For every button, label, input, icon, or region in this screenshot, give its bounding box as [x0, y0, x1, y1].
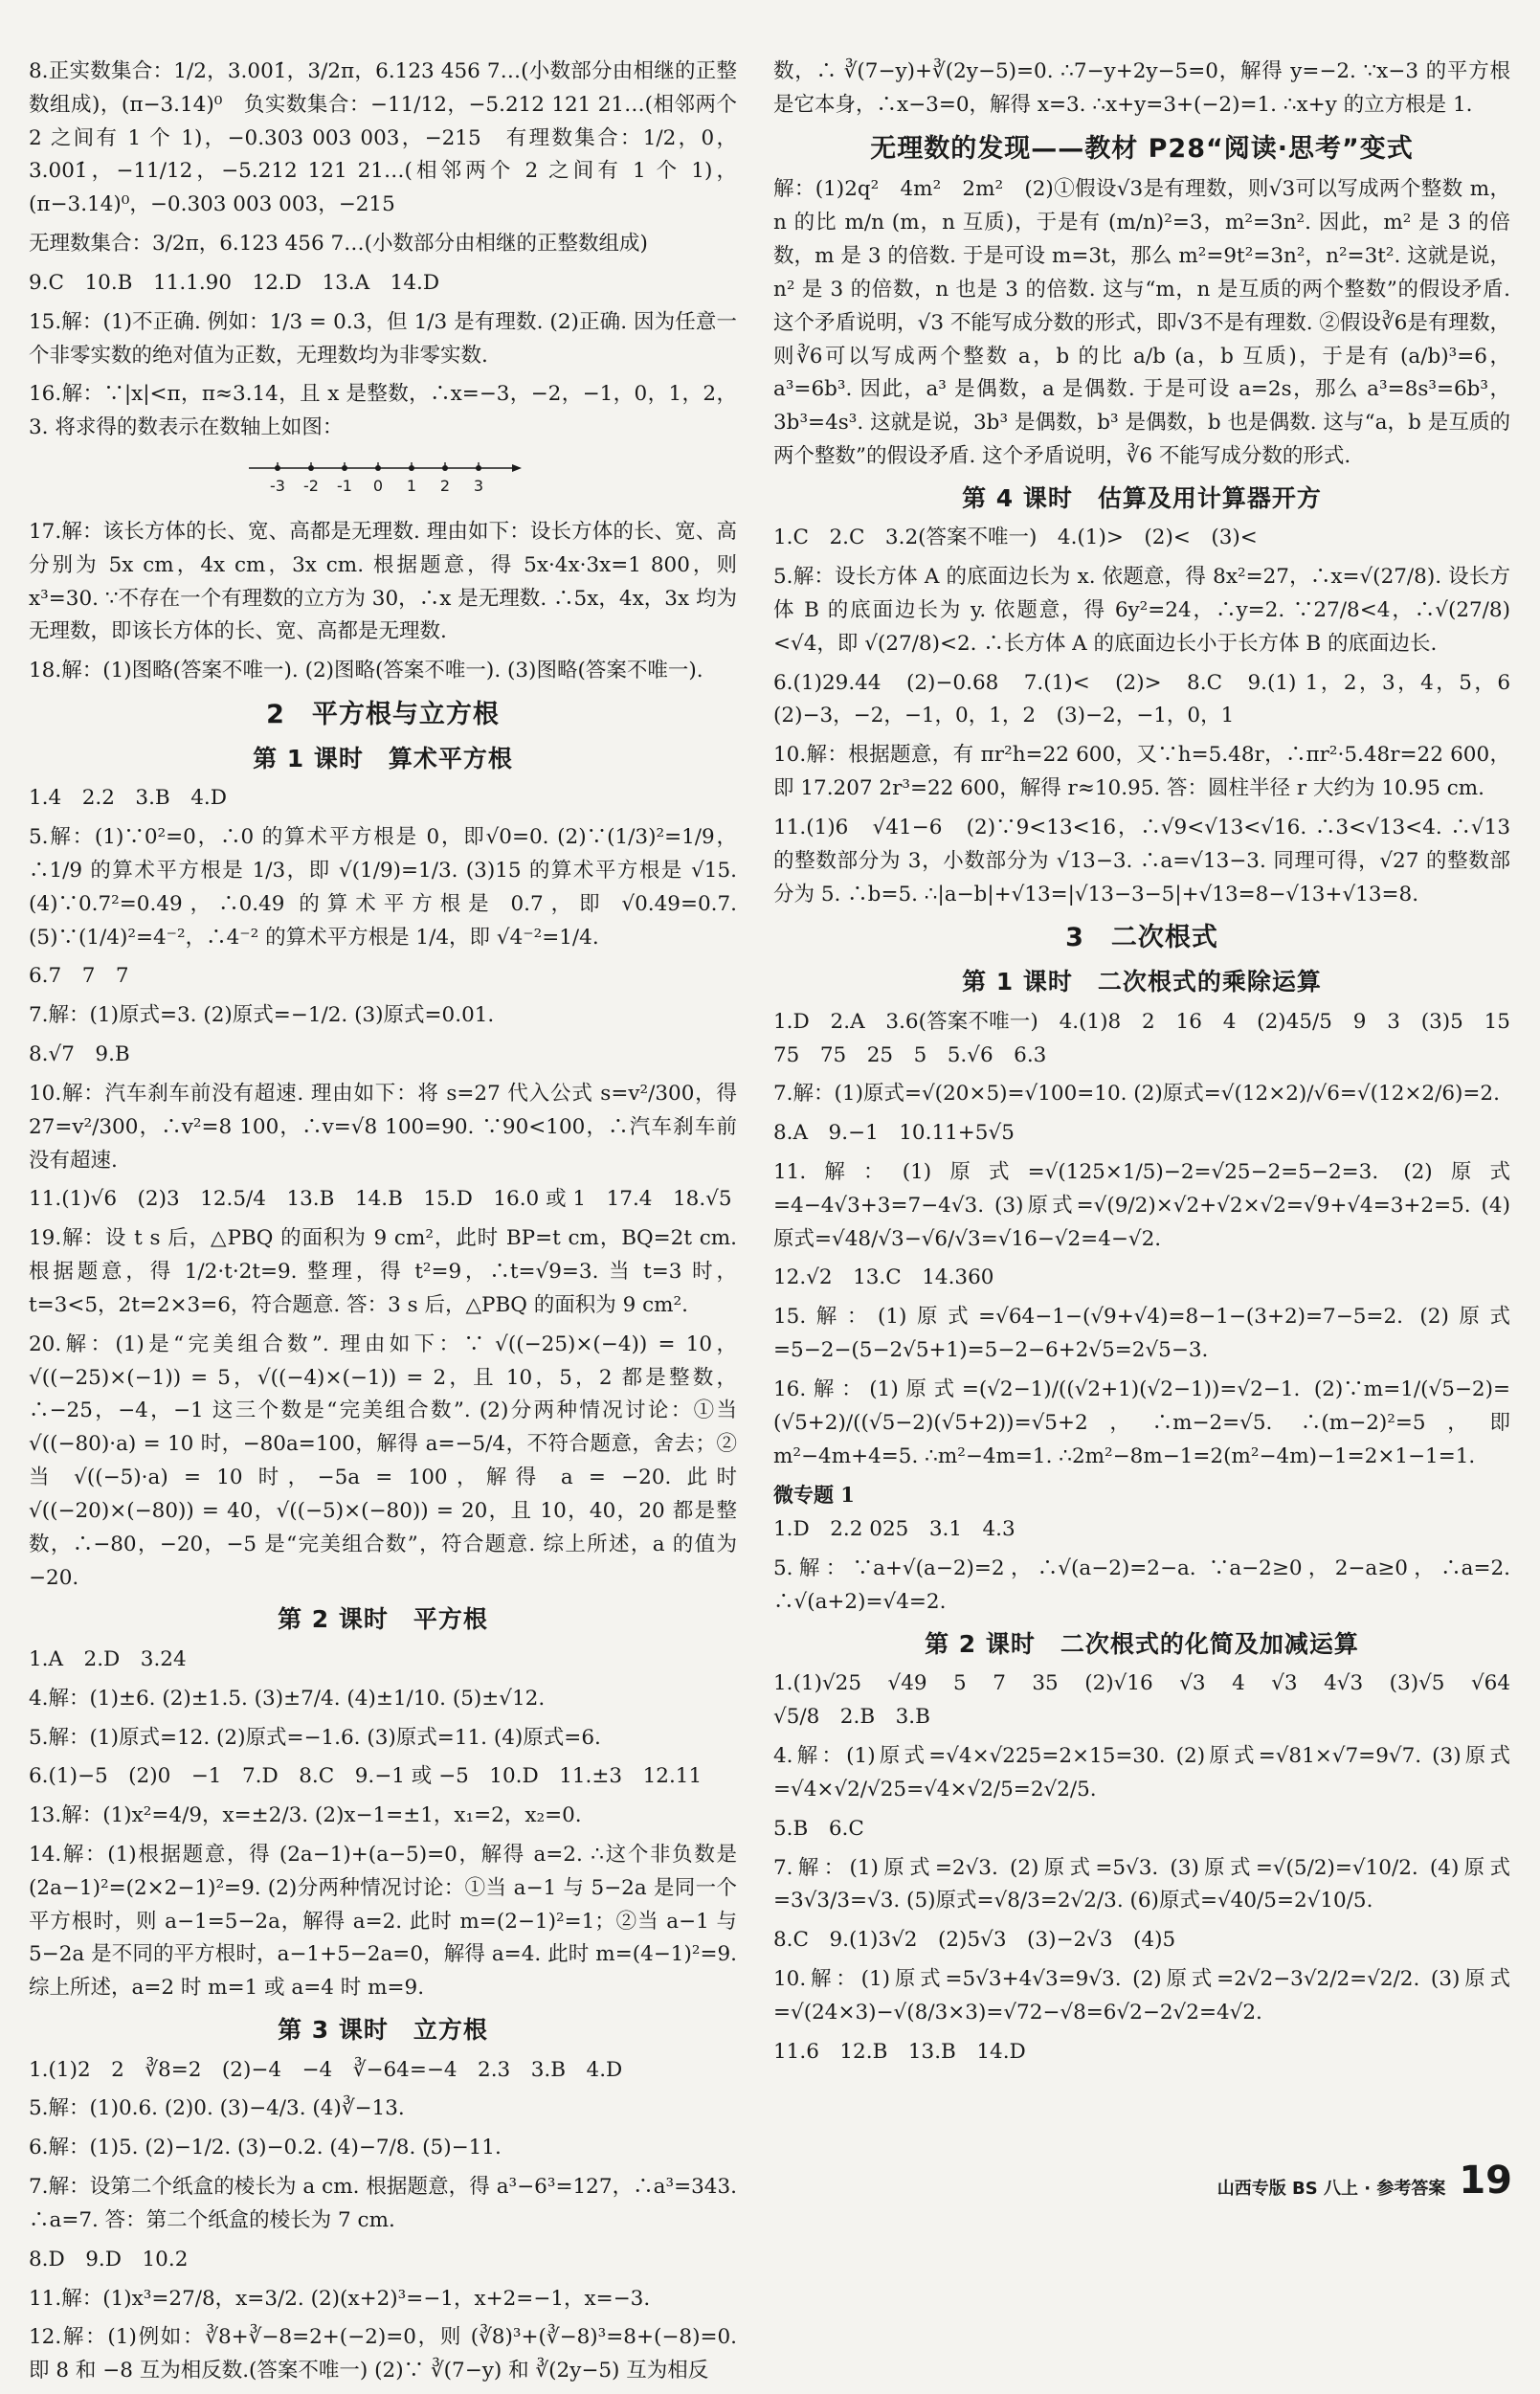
answer-item: 16.解：∵|x|<π，π≈3.14，且 x 是整数，∴x=−3，−2，−1，0，1，2，3. 将求得的数表示在数轴上如图： [29, 382, 737, 440]
answer-item: 8.正实数集合：1/2，3.001̇，3/2π，6.123 456 7…(小数部分由相继的正整数组成)，(π−3.14)⁰ 负实数集合：−11/12，−5.212 121 21…(相邻两个 2 之间有 1 个 1)，−0.303 003 003，−215 有理数集合：1/2，0，3.001̇，−11/12，−5.212 121 21…(相邻两个 2 之间有 1 个 1)，(π−3.14)⁰，−0.303 003 003，−215 [29, 59, 737, 217]
answer-item: 1.D 2.A 3.6(答案不唯一) 4.(1)8 2 16 4 (2)45/5 9 3 (3)5 15 75 75 25 5 5.√6 6.3 [773, 1009, 1531, 1067]
answer-item: 7.解：(1)原式=√(20×5)=√100=10. (2)原式=√(12×2)/√6=√(12×2/6)=2. [773, 1082, 1500, 1107]
page-number: 19 [1459, 2159, 1512, 2203]
answer-item: 1.C 2.C 3.2(答案不唯一) 4.(1)> (2)< (3)< [773, 526, 1258, 550]
footer-text: 山西专版 BS 八上 · 参考答案 [1216, 2179, 1446, 2199]
tick-label: 0 [372, 477, 384, 496]
tick-label: 3 [473, 477, 484, 496]
number-line-arrow [512, 464, 522, 472]
answer-item: 4.解：(1)原式=√4×√225=2×15=30. (2)原式=√81×√7=9√7. (3)原式=√4×√2/√25=√4×√2/5=2√2/5. [773, 1744, 1510, 1801]
page-footer [1187, 2159, 1512, 2203]
lesson-title: 第 1 课时 二次根式的乘除运算 [962, 968, 1322, 996]
answer-item: 11.解：(1)x³=27/8，x=3/2. (2)(x+2)³=−1，x+2=−1，x=−3. [29, 2286, 651, 2311]
section-title: 无理数的发现——教材 P28“阅读·思考”变式 [870, 133, 1414, 164]
answer-item: 8.D 9.D 10.2 [29, 2247, 189, 2271]
answer-item: 8.A 9.−1 10.11+5√5 [773, 1121, 1015, 1146]
answer-item: 5.解：(1)∵0²=0，∴0 的算术平方根是 0，即√0=0. (2)∵(1/3)²=1/9，∴1/9 的算术平方根是 1/3，即 √(1/9)=1/3. (3)15 的算术平方根是 √15. (4)∵0.7²=0.49，∴0.49 的算术平方根是 0.7，即 √0.49=0.7. (5)∵(1/4)²=4⁻²，∴4⁻² 的算术平方根是 1/4，即 √4⁻²=1/4. [29, 825, 737, 950]
answer-item: 8.√7 9.B [29, 1042, 130, 1067]
block-mini-topic [773, 1513, 1510, 1619]
lesson-title: 第 2 课时 二次根式的化简及加减运算 [925, 1629, 1359, 1658]
number-line [239, 451, 526, 499]
answer-item: 5.解：设长方体 A 的底面边长为 x. 依题意，得 8x²=27，∴x=√(27/8). 设长方体 B 的底面边长为 y. 依题意，得 6y²=24，∴y=2. ∵27/8<4，∴√(27/8)<√4，即 √(27/8)<2. ∴长方体 A 的底面边长小于长方体 B 的底面边长. [773, 565, 1510, 656]
number-line-figure [29, 451, 737, 510]
answer-item: 7.解：(1)原式=3. (2)原式=−1/2. (3)原式=0.01. [29, 1003, 495, 1028]
answer-item: 12.√2 13.C 14.360 [773, 1265, 994, 1290]
answer-item: 6.解：(1)5. (2)−1/2. (3)−0.2. (4)−7/8. (5)−11. [29, 2136, 502, 2160]
left-column [29, 56, 737, 2394]
answer-item: 无理数集合：3/2π，6.123 456 7…(小数部分由相继的正整数组成) [29, 232, 648, 257]
answer-item: 7.解：(1)原式=2√3. (2)原式=5√3. (3)原式=√(5/2)=√10/2. (4)原式=3√3/3=√3. (5)原式=√8/3=2√2/3. (6)原式=√40/5=2√10/5. [773, 1855, 1510, 1913]
answer-item: 16.解：(1)原式=(√2−1)/((√2+1)(√2−1))=√2−1. (2)∵m=1/(√5−2)=(√5+2)/((√5−2)(√5+2))=√5+2，∴m−2=√5. ∴(m−2)²=5，即 m²−4m+4=5. ∴m²−4m=1. ∴2m²−8m−1=2(m²−4m)−1=2×1−1=1. [773, 1376, 1510, 1468]
block-real-numbers [29, 56, 737, 445]
block-continued [773, 56, 1510, 123]
answer-item: 1.A 2.D 3.24 [29, 1646, 187, 1671]
answer-item: 11.(1)√6 (2)3 12.5/4 13.B 14.B 15.D 16.0 或 1 17.4 18.√5 [29, 1187, 732, 1212]
answer-item: 解：(1)2q² 4m² 2m² (2)①假设√3是有理数，则√3可以写成两个整数 m，n 的比 m/n (m，n 互质)，于是有 (m/n)²=3，m²=3n². 因此，m² 是 3 的倍数，m 是 3 的倍数. 于是可设 m=3t，那么 m²=9t²=3n²，n²=3t². 这就是说，n² 是 3 的倍数，n 也是 3 的倍数. 这与“m，n 是互质的两个整数”的假设矛盾. 这个矛盾说明，√3 不能写成分数的形式，即√3不是有理数. ②假设∛6是有理数，则∛6可以写成两个整数 a，b 的比 a/b (a，b 互质)，于是有 (a/b)³=6，a³=6b³. 因此，a³ 是偶数，a 是偶数. 于是可设 a=2s，那么 a³=8s³=6b³，3b³=4s³. 这就是说，3b³ 是偶数，b³ 是偶数，b 也是偶数. 这与“a，b 是互质的两个整数”的假设矛盾. 这个矛盾说明，∛6 不能写成分数的形式. [773, 177, 1510, 469]
answer-item: 17.解：该长方体的长、宽、高都是无理数. 理由如下：设长方体的长、宽、高分别为 5x cm，4x cm，3x cm. 根据题意，得 5x·4x·3x=1 800，则 x³=30. ∵不存在一个有理数的立方为 30，∴x 是无理数. ∴5x，4x，3x 均为无理数，即该长方体的长、宽、高都是无理数. [29, 519, 737, 644]
block-radical-muldiv [773, 1006, 1531, 1474]
lesson-title: 第 4 课时 估算及用计算器开方 [962, 483, 1322, 512]
answer-item: 13.解：(1)x²=4/9，x=±2/3. (2)x−1=±1，x₁=2，x₂=0. [29, 1803, 582, 1828]
point [409, 465, 414, 471]
lesson-title: 第 3 课时 立方根 [278, 2016, 488, 2045]
tick-label: -1 [337, 477, 352, 496]
point [308, 465, 314, 471]
answer-item: 6.(1)29.44 (2)−0.68 7.(1)< (2)> 8.C 9.(1) 1，2，3，4，5，6 (2)−3，−2，−1，0，1，2 (3)−2，−1，0，1 [773, 670, 1531, 728]
block-sqrt [29, 1644, 737, 2005]
answer-item: 5.解：(1)原式=12. (2)原式=−1.6. (3)原式=11. (4)原式=6. [29, 1725, 601, 1750]
answer-item: 11.解：(1)原式=√(125×1/5)−2=√25−2=5−2=3. (2)原式=4−4√3+3=7−4√3. (3)原式=√(9/2)×√2+√2×√2=√9+√4=3+2=5. (4)原式=√48/√3−√6/√3=√16−√2=4−√2. [773, 1160, 1510, 1251]
answer-item: 5.B 6.C [773, 1816, 864, 1841]
answer-item: 11.6 12.B 13.B 14.D [773, 2039, 1026, 2064]
answer-item: 10.解：根据题意，有 πr²h=22 600，又∵h=5.48r，∴πr²·5.48r=22 600，即 17.207 2r³=22 600，解得 r≈10.95. 答：圆柱半径 r 大约为 10.95 cm. [773, 743, 1510, 801]
answer-item: 1.D 2.2 025 3.1 4.3 [773, 1517, 1016, 1542]
answer-item: 5.解：(1)0.6. (2)0. (3)−4/3. (4)∛−13. [29, 2096, 405, 2121]
block-cbrt [29, 2054, 737, 2388]
section-title: 3 二次根式 [1065, 923, 1218, 953]
tick-label: 1 [406, 477, 417, 496]
answer-item: 15.解：(1)不正确. 例如：1/3 = 0.3̇，但 1/3 是有理数. (2)正确. 因为任意一个非零实数的绝对值为正数，无理数均为非零实数. [29, 309, 737, 368]
mini-topic-title: 微专题 1 [773, 1483, 855, 1508]
lesson-title: 第 1 课时 算术平方根 [253, 744, 513, 772]
tick-label: -2 [303, 477, 319, 496]
answer-item: 1.(1)√25 √49 5 7 35 (2)√16 √3 4 √3 4√3 (3)√5 √64 √5/8 2.B 3.B [773, 1671, 1531, 1730]
answer-item: 10.解：(1)原式=5√3+4√3=9√3. (2)原式=2√2−3√2/2=√2/2. (3)原式=√(24×3)−√(8/3×3)=√72−√8=6√2−2√2=4√2. [773, 1967, 1510, 2025]
right-column [773, 56, 1531, 2075]
point [342, 465, 347, 471]
answer-item: 10.解：汽车刹车前没有超速. 理由如下：将 s=27 代入公式 s=v²/300，得 27=v²/300，∴v²=8 100，∴v=√8 100=90. ∵90<100，∴汽车刹车前没有超速. [29, 1081, 737, 1173]
block-estimate [773, 522, 1531, 911]
answer-item: 15.解：(1)原式=√64−1−(√9+√4)=8−1−(3+2)=7−5=2. (2)原式=5−2−(5−2√5+1)=5−2−6+2√5=2√5−3. [773, 1305, 1510, 1363]
answer-item: 19.解：设 t s 后，△PBQ 的面积为 9 cm²，此时 BP=t cm，BQ=2t cm. 根据题意，得 1/2·t·2t=9. 整理，得 t²=9，∴t=√9=3. 当 t=3 时，t=3<5，2t=2×3=6，符合题意. 答：3 s 后，△PBQ 的面积为 9 cm². [29, 1226, 737, 1317]
answer-item: 18.解：(1)图略(答案不唯一). (2)图略(答案不唯一). (3)图略(答案不唯一). [29, 659, 703, 683]
point [375, 465, 381, 471]
answer-item: 12.解：(1)例如：∛8+∛−8=2+(−2)=0，则 (∛8)³+(∛−8)³=8+(−8)=0. 即 8 和 −8 互为相反数.(答案不唯一) (2)∵ ∛(7−y) 和 ∛(2y−5) 互为相反 [29, 2325, 737, 2383]
block-cuboid [29, 516, 737, 688]
answer-item: 数，∴ ∛(7−y)+∛(2y−5)=0. ∴7−y+2y−5=0，解得 y=−2. ∵x−3 的平方根是它本身，∴x−3=0，解得 x=3. ∴x+y=3+(−2)=1. ∴x+y 的立方根是 1. [773, 59, 1510, 117]
answer-item: 1.4 2.2 3.B 4.D [29, 786, 227, 811]
number-line-ticks [275, 462, 481, 471]
answer-item: 8.C 9.(1)3√2 (2)5√3 (3)−2√3 (4)5 [773, 1928, 1176, 1953]
point [476, 465, 481, 471]
answer-item: 14.解：(1)根据题意，得 (2a−1)+(a−5)=0，解得 a=2. ∴这个非负数是 (2a−1)²=(2×2−1)²=9. (2)分两种情况讨论：①当 a−1 与 5−2a 是同一个平方根时，则 a−1=5−2a，解得 a=2. 此时 m=(2−1)²=1；②当 a−1 与 5−2a 是不同的平方根时，a−1+5−2a=0，解得 a=4. 此时 m=(4−1)²=9. 综上所述，a=2 时 m=1 或 a=4 时 m=9. [29, 1843, 737, 2001]
block-radical-addsub [773, 1667, 1531, 2069]
answer-item: 20.解：(1)是“完美组合数”. 理由如下：∵ √((−25)×(−4)) = 10，√((−25)×(−1)) = 5，√((−4)×(−1)) = 2，且 10，5，2 都是整数，∴−25，−4，−1 这三个数是“完美组合数”. (2)分两种情况讨论：①当 √((−80)·a) = 10 时，−80a=100，解得 a=−5/4，不符合题意，舍去；②当 √((−5)·a) = 10 时，−5a = 100，解得 a = −20. 此时 √((−20)×(−80)) = 40，√((−5)×(−80)) = 20，且 10，40，20 都是整数，∴−80，−20，−5 是“完美组合数”，符合题意. 综上所述，a 的值为 −20. [29, 1331, 737, 1590]
answer-item: 11.(1)6 √41−6 (2)∵9<13<16，∴√9<√13<√16. ∴3<√13<4. ∴√13 的整数部分为 3，小数部分为 √13−3. ∴a=√13−3. 同理可得，√27 的整数部分为 5. ∴b=5. ∴|a−b|+√13=|√13−3−5|+√13=8−√13+√13=8. [773, 815, 1510, 906]
answer-item: 5.解：∵a+√(a−2)=2，∴√(a−2)=2−a. ∵a−2≥0，2−a≥0，∴a=2. ∴√(a+2)=√4=2. [773, 1556, 1510, 1615]
answer-item: 1.(1)2 2 ∛8=2 (2)−4 −4 ∛−64=−4 2.3 3.B 4.D [29, 2057, 623, 2082]
point [442, 465, 448, 471]
answer-item: 4.解：(1)±6. (2)±1.5. (3)±7/4. (4)±1/10. (5)±√12. [29, 1686, 546, 1711]
block-irrational-proof [773, 173, 1510, 473]
tick-label: 2 [439, 477, 451, 496]
lesson-title: 第 2 课时 平方根 [278, 1605, 488, 1634]
tick-label: -3 [270, 477, 285, 496]
answer-item: 9.C 10.B 11.1.90 12.D 13.A 14.D [29, 270, 440, 295]
point [275, 465, 280, 471]
section-title: 2 平方根与立方根 [266, 700, 500, 730]
block-arith-sqrt [29, 782, 737, 1595]
answer-item: 7.解：设第二个纸盒的棱长为 a cm. 根据题意，得 a³−6³=127，∴a³=343. ∴a=7. 答：第二个纸盒的棱长为 7 cm. [29, 2175, 737, 2232]
answer-item: 6.7 7 7 [29, 964, 129, 989]
answer-item: 6.(1)−5 (2)0 −1 7.D 8.C 9.−1 或 −5 10.D 11.±3 12.11 [29, 1764, 703, 1789]
